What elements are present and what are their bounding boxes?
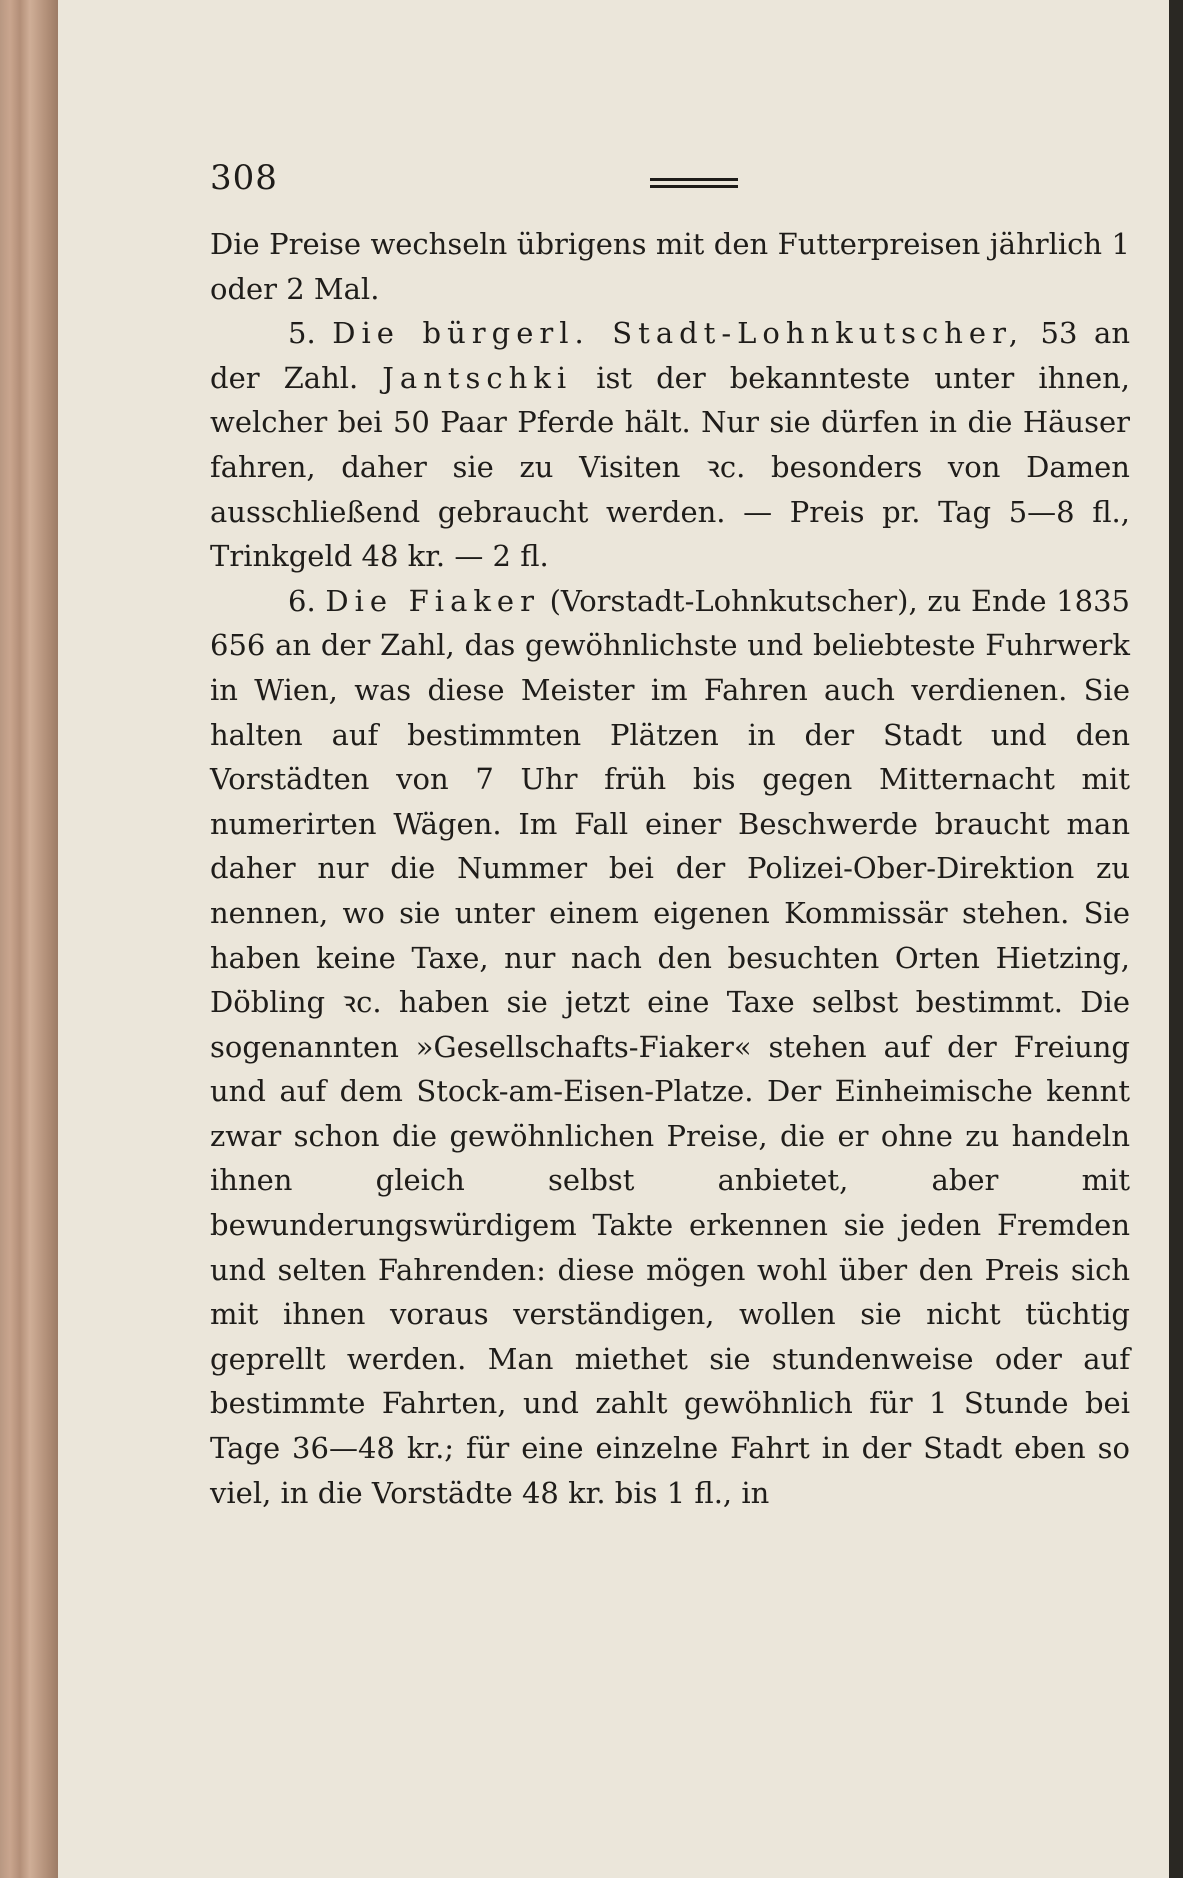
paragraph-text: 53 an der Zahl. [210, 316, 1130, 395]
page-edge-strip [0, 0, 58, 1878]
paragraph-item-5 [210, 311, 1130, 579]
text-block [210, 150, 1130, 1515]
paragraph-text: Die Preise wechseln übrigens mit den Futterpreisen jährlich 1 oder 2 Mal. [210, 227, 1130, 306]
paragraph-text: (Vorstadt-Lohnkutscher), zu Ende 1835 656 an der Zahl, das gewöhnlichste und beliebteste Fuhrwerk in Wien, was diese Meister im Fahren auch verdienen. Sie halten auf bestimmten Plätzen in der Stadt und den Vorstädten von 7 Uhr früh bis gegen Mitternacht mit numerirten Wägen. Im Fall einer Beschwerde braucht man daher nur die Nummer bei der Polizei-Ober-Direktion zu nennen, wo sie unter einem eigenen Kommissär stehen. Sie haben keine Taxe, nur nach den besuchten Orten Hietzing, Döbling ꝛc. haben sie jetzt eine Taxe selbst bestimmt. Die sogenannten »Gesellschafts-Fiaker« stehen auf der Freiung und auf dem Stock-am-Eisen-Platze. Der Einheimische kennt zwar schon die gewöhnlichen Preise, die er ohne zu handeln ihnen gleich selbst anbietet, aber mit bewunderungswürdigem Takte erkennen sie jeden Fremden und selten Fahrenden: diese mögen wohl über den Preis sich mit ihnen voraus verständigen, wollen sie nicht tüchtig geprellt werden. Man miethet sie stundenweise oder auf bestimmte Fahrten, und zahlt gewöhnlich für 1 Stunde bei Tage 36—48 kr.; für eine einzelne Fahrt in der Stadt eben so viel, in die Vorstädte 48 kr. bis 1 fl., in [210, 583, 1130, 1510]
page-sheet [58, 0, 1169, 1878]
background-strip [1169, 0, 1183, 1878]
person-name: Jantschki [382, 360, 573, 395]
item-heading: Die bürgerl. Stadt-Lohnkutscher, [332, 316, 1024, 351]
page-number: 308 [210, 158, 278, 198]
page-header [210, 150, 1130, 222]
header-rule [650, 178, 738, 192]
item-number: 6. [288, 583, 316, 618]
paragraph-text-continued: ist der bekannteste unter ihnen, welcher bei 50 Paar Pferde hält. Nur sie dürfen in die Häuser fahren, daher sie zu Visiten ꝛc. besonders von Damen ausschließend gebraucht werden. — Preis pr. Tag 5—8 fl., Trinkgeld 48 kr. — 2 fl. [210, 360, 1131, 574]
item-heading: Die Fiaker [325, 583, 540, 618]
paragraph-intro [210, 222, 1130, 311]
paragraph-item-6 [210, 579, 1130, 1515]
item-number: 5. [288, 316, 316, 351]
